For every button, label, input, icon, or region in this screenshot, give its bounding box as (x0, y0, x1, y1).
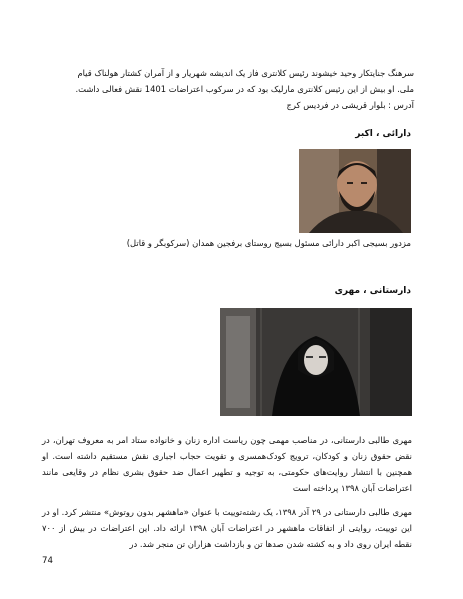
bio-paragraph-1: مهری طالبی دارستانی، در مناصب مهمی چون ریاست اداره زنان و خانواده ستاد امر به معروف تهران، در نقض حقوق زنان و کودکان، ترویج کودک‌همسری و تقویت حجاب اجباری نقش مستقیم داشته است. او همچنین با انتشار روایت‌های حکومتی، به توجیه و تطهیر اعمال ضد حقوق بشری نظام در وقایعی مانند اعتراضات آبان ۱۳۹۸ پرداخته است (42, 435, 412, 493)
photo-daraei (299, 149, 411, 233)
intro-line-3: آدرس : بلوار قریشی در فردیس کرج (286, 100, 414, 110)
page-number: 74 (42, 556, 53, 566)
bio-darestani (42, 432, 412, 560)
intro-line-2: ملی. او بیش از این رئیس کلانتری مارلیک بود که در سرکوب اعتراضات 1401 نقش فعالی داشت. (75, 84, 414, 94)
person-heading-darestani: دارستانی ، مهری (334, 286, 411, 296)
intro-paragraph (42, 65, 414, 113)
person-heading-daraei: دارائی ، اکبر (355, 129, 411, 139)
bio-paragraph-2: مهری طالبی دارستانی در ۲۹ آذر ۱۳۹۸، یک رشته‌توییت با عنوان «ماهشهر بدون روتوش» منتشر کرد. او در این توییت، روایتی از اتفاقات ماهشهر در اعتراضات آبان ۱۳۹۸ ارائه داد. این اعتراضات در بیش از ۷۰۰ نقطه ایران روی داد و به کشته شدن صدها تن و بازداشت هزاران تن منجر شد. در (42, 507, 412, 549)
photo-darestani (220, 308, 412, 416)
intro-line-1: سرهنگ جنایتکار وحید خیشوند رئیس کلانتری فاز یک اندیشه شهریار و از آمران کشتار هولناک قیام (77, 68, 414, 78)
caption-daraei: مزدور بسیجی اکبر دارائی مسئول بسیج روستای برفجین همدان (سرکوبگر و قاتل) (126, 238, 411, 248)
